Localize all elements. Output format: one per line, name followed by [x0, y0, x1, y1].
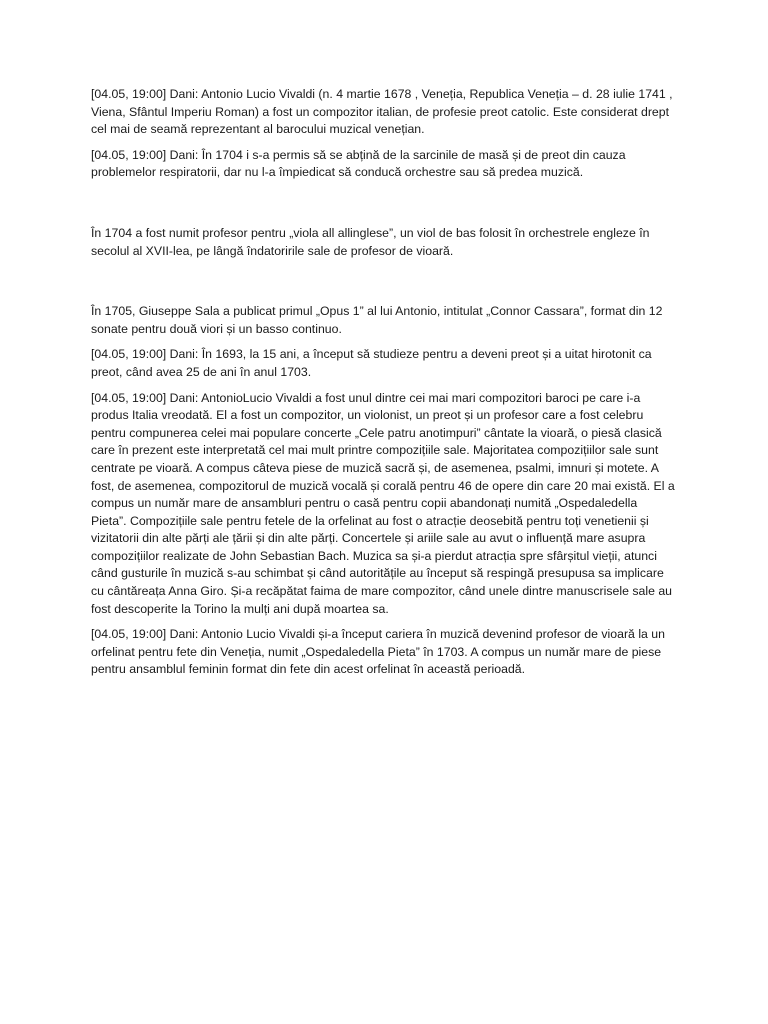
- paragraph-vivaldi-bio: [04.05, 19:00] Dani: Antonio Lucio Vivaldi (n. 4 martie 1678 , Veneția, Republica Veneția – d. 28 iulie 1741 , Viena, Sfântul Imperiu Roman) a fost un compozitor italian, de profesie preot catolic. Este considerat drept cel mai de seamă reprezentant al barocului muzical venețian.: [91, 87, 673, 137]
- paragraph-1704-viola-teacher: În 1704 a fost numit profesor pentru „viola all allinglese”, un viol de bas folosit în orchestrele engleze în secolul al XVII-lea, pe lângă îndatoririle sale de profesor de vioară.: [91, 225, 650, 258]
- paragraph-1704-exemption: [04.05, 19:00] Dani: În 1704 i s-a permis să se abțină de la sarcinile de masă și de preot din cauza problemelor respiratorii, dar nu l-a împiedicat să conducă orchestre sau să predea muzică.: [91, 147, 626, 180]
- paragraph-1693-priesthood: [04.05, 19:00] Dani: În 1693, la 15 ani, a început să studieze pentru a deveni preot și a uitat hirotonit ca preot, când avea 25 de ani în anul 1703.: [91, 347, 652, 379]
- paragraph-1705-opus1: În 1705, Giuseppe Sala a publicat primul „Opus 1” al lui Antonio, intitulat „Connor Cassara”, format din 12 sonate pentru două viori și un basso continuo.: [91, 304, 663, 336]
- paragraph-orphanage-teacher: [04.05, 19:00] Dani: Antonio Lucio Vivaldi și-a început cariera în muzică devenind profesor de vioară la un orfelinat pentru fete din Veneția, numit „Ospedaledella Pieta” în 1703. A compus un număr mare de piese pentru ansamblul feminin format din fete din acest orfelinat în această perioadă.: [91, 627, 665, 677]
- paragraph-career-overview: [04.05, 19:00] Dani: AntonioLucio Vivaldi a fost unul dintre cei mai mari compozitori baroci pe care i-a produs Italia vreodată. El a fost un compozitor, un violonist, un preot și un profesor care a fost celebru pentru compunerea celei mai populare concerte „Cele patru anotimpuri” cântate la vioară, o piesă clasică care în prezent este interpretată cel mai mult printre compozițiile sale. Majoritatea compozițiilor sale sunt centrate pe vioară. A compus câteva piese de muzică sacră și, de asemenea, psalmi, imnuri și motete. A fost, de asemenea, compozitorul de muzică vocală și corală pentru 46 de opere din care 20 mai există. El a compus un număr mare de ansambluri pentru o casă pentru copii abandonați numită „Ospedaledella Pieta”. Compozițiile sale pentru fetele de la orfelinat au fost o atracție deosebită pentru toți venetienii și vizitatorii din alte părți ale țării și din alte părți. Concertele și ariile sale au avut o influență mare asupra compozițiilor realizate de John Sebastian Bach. Muzica sa și-a pierdut atracția spre sfârșitul vieții, atunci când gusturile în muzică s-au schimbat și când autoritățile au început să respingă presupusa sa implicare cu cântăreața Anna Giro. Și-a recăpătat faima de mare compozitor, când unele dintre manuscrisele sale au fost descoperite la Torino la mulți ani după moartea sa.: [91, 390, 675, 616]
